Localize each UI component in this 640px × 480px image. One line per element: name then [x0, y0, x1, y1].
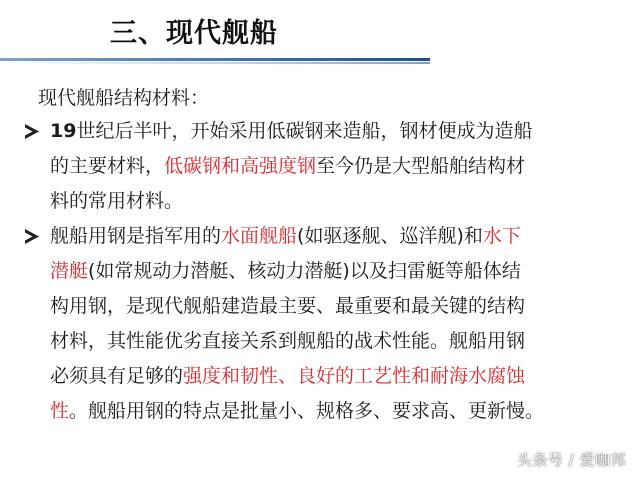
text-segment: (如驱逐舰、巡洋舰)和 [297, 225, 483, 247]
title-underline-shadow [0, 62, 430, 64]
text-segment: (如常规动力潜艇、核动力潜艇)以及扫雷艇等船体结 [88, 260, 521, 282]
highlight-text: 强度和韧性、良好的工艺性和耐海水腐蚀 [183, 365, 526, 387]
arrow-chevron-bullet-icon [24, 228, 40, 245]
bullet-text [50, 114, 630, 219]
text-segment: 舰船用钢是指军用的 [50, 225, 222, 247]
watermark: 头条号 / 爱咖邦 [516, 451, 626, 469]
text-line [50, 254, 630, 289]
text-line [50, 219, 630, 254]
highlight-text: 性 [50, 400, 70, 422]
text-segment: 料的常用材料。 [50, 190, 184, 212]
text-line [50, 149, 630, 184]
slide-title: 三、现代舰船 [110, 18, 278, 49]
intro-line: 现代舰船结构材料： [38, 87, 210, 109]
text-segment: 19 [50, 120, 77, 142]
text-line [50, 289, 630, 324]
text-segment: 世纪后半叶，开始采用低碳钢来造船，钢材便成为造船 [76, 120, 533, 142]
text-segment: 必须具有足够的 [50, 365, 184, 387]
text-line [50, 324, 630, 359]
slide-body [16, 82, 630, 429]
text-segment: 的主要材料， [50, 155, 165, 177]
highlight-text: 低碳钢和高强度钢 [164, 155, 317, 177]
highlight-text: 水面舰船 [221, 225, 298, 247]
title-underline [0, 58, 430, 61]
bullet-list [16, 114, 630, 429]
text-segment: 。舰船用钢的特点是批量小、规格多、要求高、更新慢。 [69, 400, 545, 422]
highlight-text: 水下 [482, 225, 521, 247]
bullet-item [16, 219, 630, 429]
text-segment: 至今仍是大型船舶结构材 [316, 155, 526, 177]
bullet-text [50, 219, 630, 429]
text-line [50, 114, 630, 149]
text-line [50, 394, 630, 429]
text-segment: 材料，其性能优劣直接关系到舰船的战术性能。舰船用钢 [50, 330, 526, 352]
arrow-chevron-bullet-icon [24, 123, 40, 140]
text-line [50, 359, 630, 394]
bullet-item [16, 114, 630, 219]
text-segment: 构用钢，是现代舰船建造最主要、最重要和最关键的结构 [50, 295, 526, 317]
highlight-text: 潜艇 [50, 260, 89, 282]
text-line [50, 184, 630, 219]
